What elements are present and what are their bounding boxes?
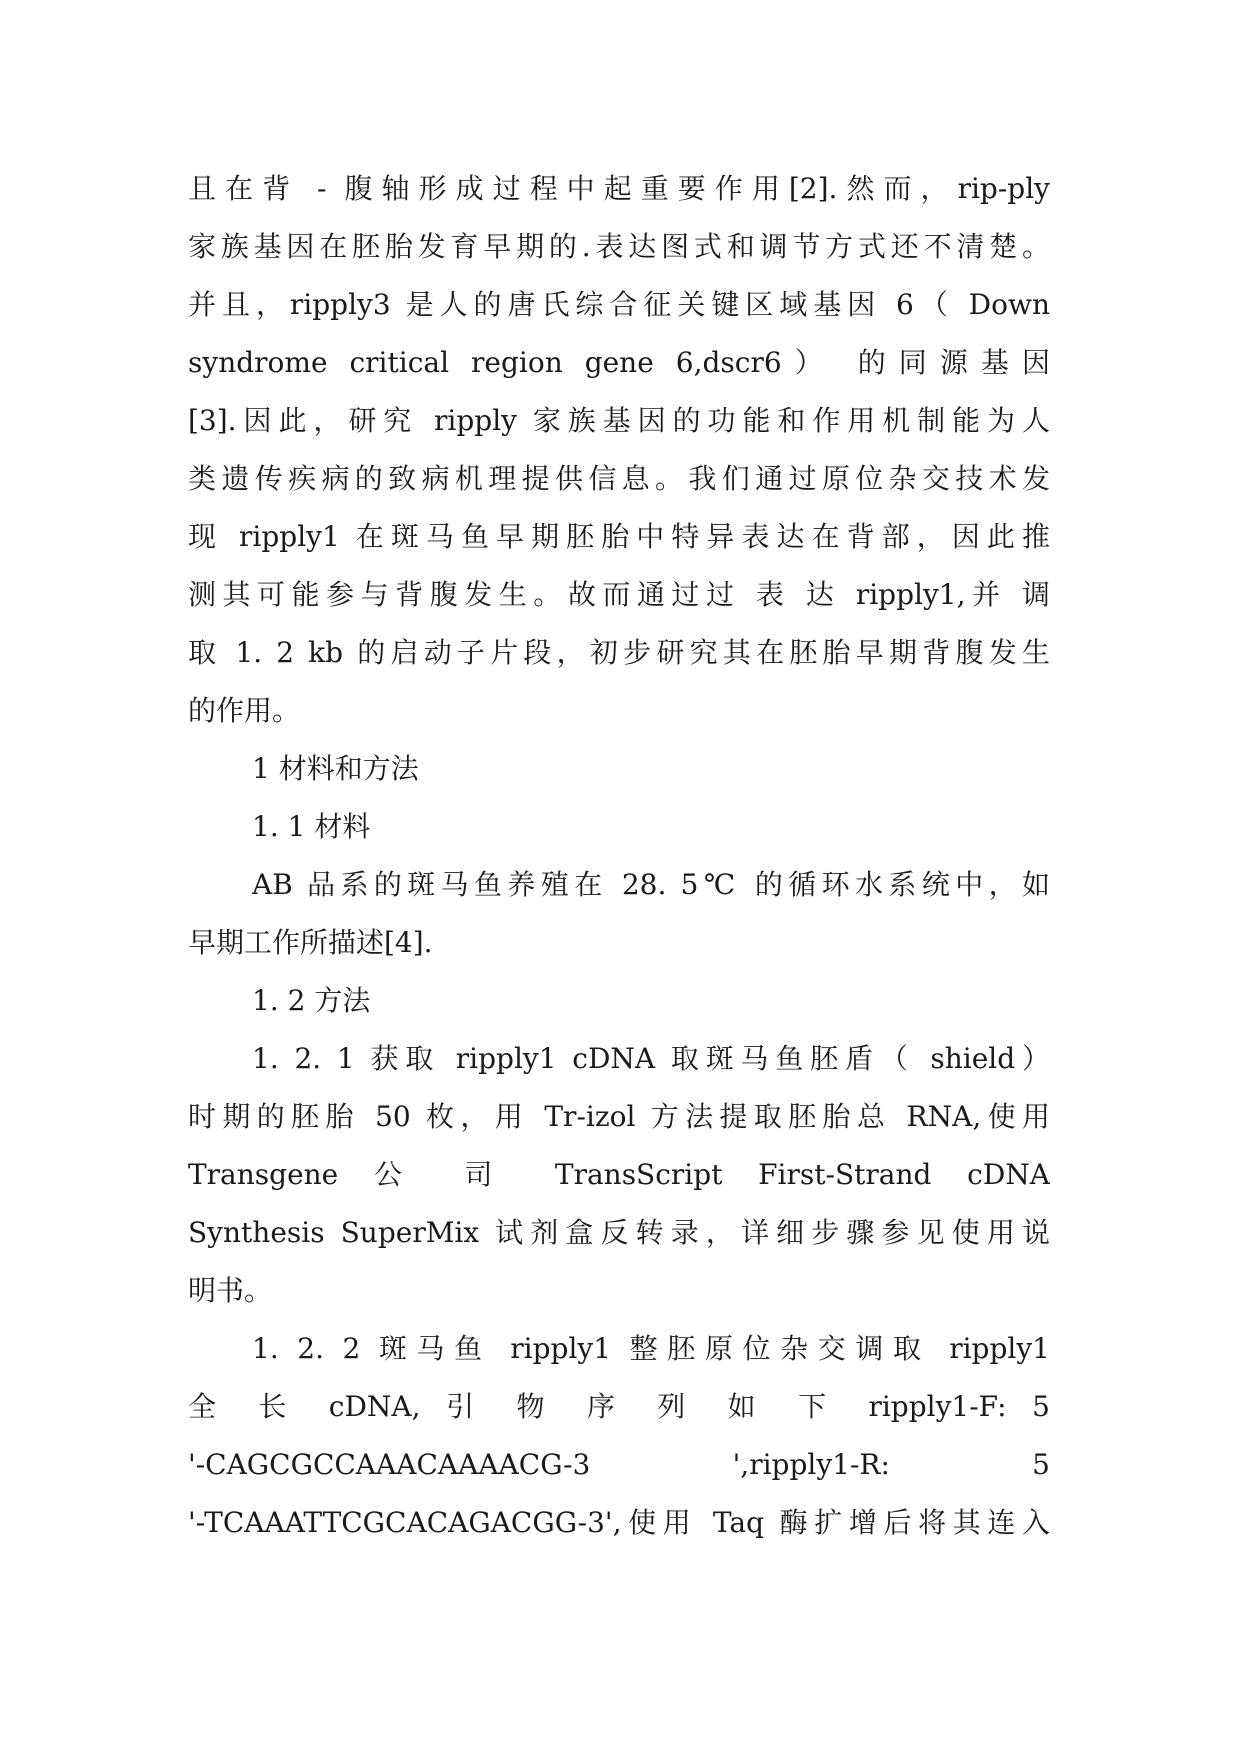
text-line-5: [3].因此，研究 ripply 家族基因的功能和作用机制能为人 [188, 404, 1050, 437]
primer-reverse-prefix: 5 [1032, 1448, 1050, 1481]
text-line-20: 明书。 [188, 1274, 273, 1307]
document-page [188, 160, 1050, 1552]
text-line-19: Synthesis SuperMix 试剂盒反转录，详细步骤参见使用说 [188, 1216, 1050, 1249]
text-line-1: 且在背 - 腹轴形成过程中起重要作用[2].然而，rip-ply [188, 172, 1050, 205]
text-line-21: 1. 2. 2 斑马鱼 ripply1 整胚原位杂交调取 ripply1 [252, 1332, 1050, 1365]
text-line-4: syndrome critical region gene 6,dscr6） 的同源基因 [188, 346, 1050, 379]
subsection-heading-1-1: 1. 1 材料 [252, 810, 371, 843]
text-line-14: 早期工作所描述[4]. [188, 926, 433, 959]
subsection-heading-1-2: 1. 2 方法 [252, 984, 371, 1017]
text-line-8: 测其可能参与背腹发生。故而通过过 表 达 ripply1,并 调 [188, 578, 1050, 611]
text-line-7: 现 ripply1 在斑马鱼早期胚胎中特异表达在背部，因此推 [188, 520, 1050, 553]
primer-forward-sequence: '-CAGCGCCAAACAAAACG-3 [188, 1448, 591, 1481]
text-line-16: 1. 2. 1 获取 ripply1 cDNA 取斑马鱼胚盾（ shield） [252, 1042, 1050, 1075]
text-line-22: 全 长 cDNA, 引 物 序 列 如 下 ripply1-F: 5 [188, 1390, 1050, 1423]
section-heading-1: 1 材料和方法 [252, 752, 419, 785]
text-line-10: 的作用。 [188, 694, 301, 727]
text-line-23 [188, 1436, 1050, 1494]
text-line-3: 并且，ripply3 是人的唐氏综合征关键区域基因 6（ Down [188, 288, 1050, 321]
text-line-2: 家族基因在胚胎发育早期的.表达图式和调节方式还不清楚。 [188, 230, 1050, 263]
text-line-6: 类遗传疾病的致病机理提供信息。我们通过原位杂交技术发 [188, 462, 1050, 495]
text-line-24: '-TCAAATTCGCACAGACGG-3',使用 Taq 酶扩增后将其连入 [188, 1506, 1050, 1539]
text-line-18: Transgene 公 司 TransScript First-Strand cDNA [188, 1158, 1050, 1191]
text-line-9: 取 1. 2 kb 的启动子片段，初步研究其在胚胎早期背腹发生 [188, 636, 1050, 669]
text-line-17: 时期的胚胎 50 枚，用 Tr-izol 方法提取胚胎总 RNA,使用 [188, 1100, 1050, 1133]
primer-reverse-label: ',ripply1-R: [732, 1448, 890, 1481]
text-line-13: AB 品系的斑马鱼养殖在 28. 5℃ 的循环水系统中，如 [252, 868, 1050, 901]
